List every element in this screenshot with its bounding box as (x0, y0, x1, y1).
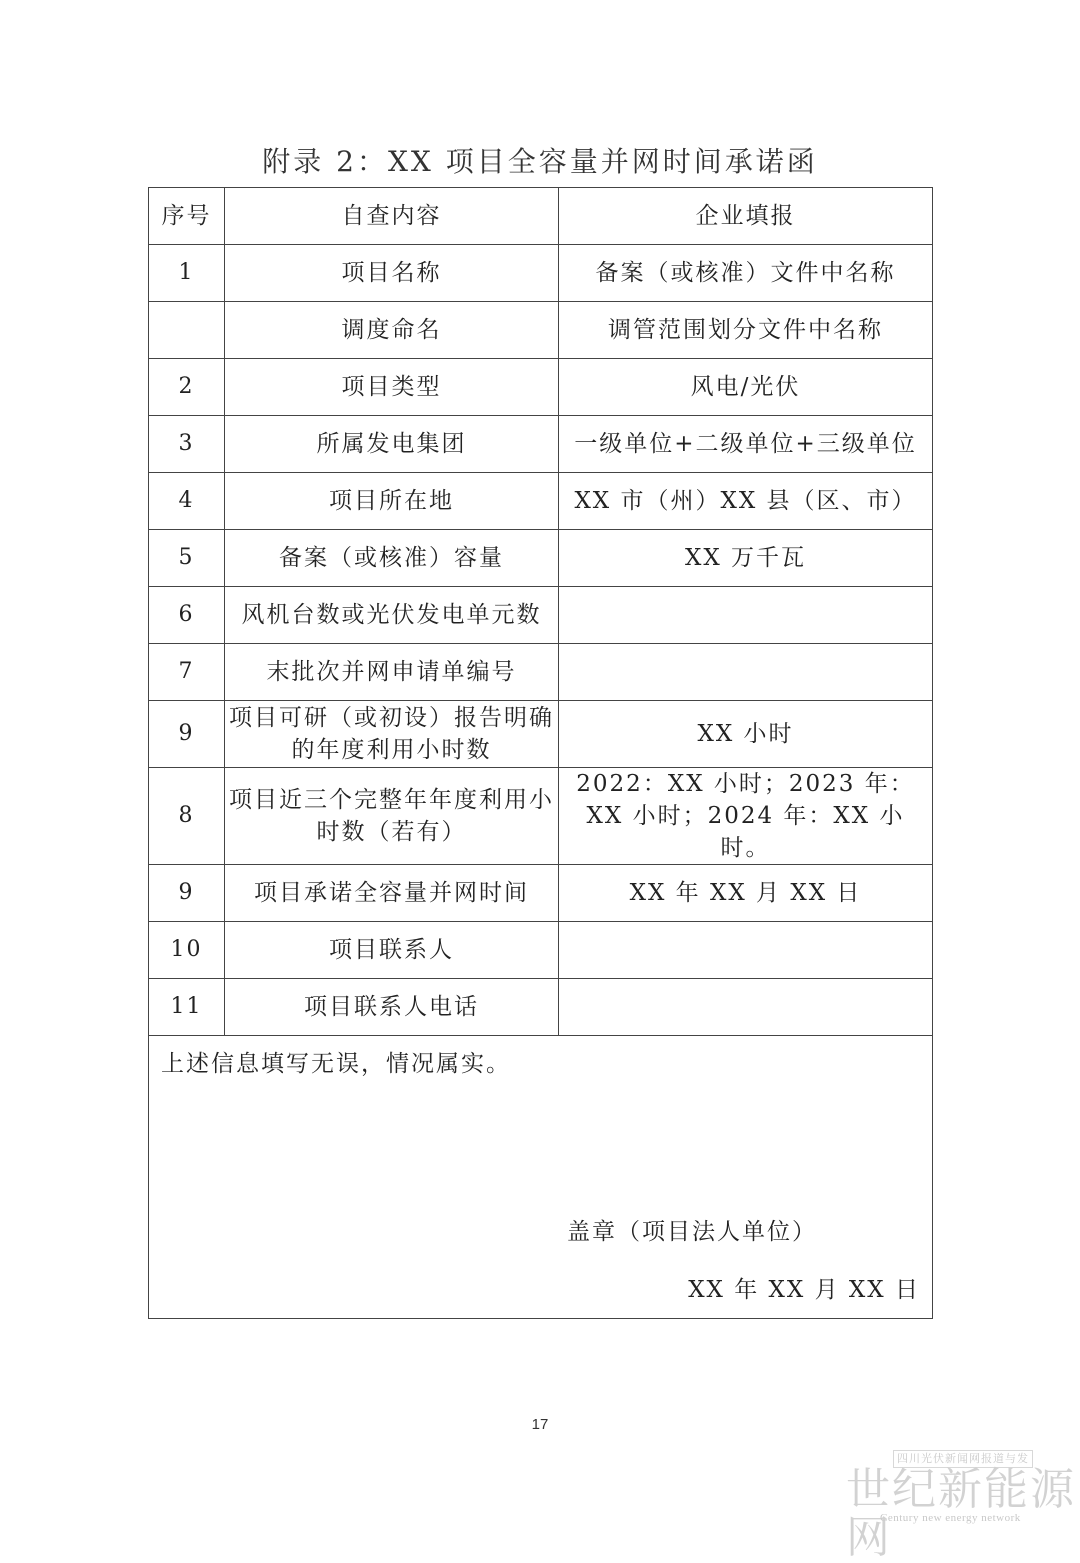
declaration-text: 上述信息填写无误，情况属实。 (161, 1051, 511, 1077)
table-row (149, 359, 933, 416)
table-row (149, 530, 933, 587)
row-value (559, 587, 933, 644)
row-no: 8 (149, 768, 225, 865)
table-row (149, 979, 933, 1036)
row-item: 备案（或核准）容量 (225, 530, 559, 587)
row-no: 2 (149, 359, 225, 416)
table-row (149, 245, 933, 302)
row-no: 10 (149, 922, 225, 979)
table-row (149, 302, 933, 359)
table-row (149, 865, 933, 922)
row-value: 风电/光伏 (559, 359, 933, 416)
row-value: 调管范围划分文件中名称 (559, 302, 933, 359)
row-item: 项目联系人电话 (225, 979, 559, 1036)
table-row (149, 922, 933, 979)
row-no: 5 (149, 530, 225, 587)
row-item: 调度命名 (225, 302, 559, 359)
row-value (559, 644, 933, 701)
row-item: 末批次并网申请单编号 (225, 644, 559, 701)
row-no: 7 (149, 644, 225, 701)
row-no: 9 (149, 865, 225, 922)
table-row (149, 644, 933, 701)
row-value (559, 979, 933, 1036)
page-number: 17 (531, 1416, 549, 1433)
row-no: 4 (149, 473, 225, 530)
row-item: 项目所在地 (225, 473, 559, 530)
row-item: 风机台数或光伏发电单元数 (225, 587, 559, 644)
row-value: 备案（或核准）文件中名称 (559, 245, 933, 302)
table-row (149, 587, 933, 644)
header-value: 企业填报 (559, 188, 933, 245)
row-item: 所属发电集团 (225, 416, 559, 473)
row-item: 项目联系人 (225, 922, 559, 979)
header-no: 序号 (149, 188, 225, 245)
watermark-logo: 世纪新能源网 (846, 1464, 1076, 1563)
header-item: 自查内容 (225, 188, 559, 245)
table-row (149, 701, 933, 768)
row-no: 6 (149, 587, 225, 644)
signature-date: XX 年 XX 月 XX 日 (688, 1277, 920, 1303)
row-item: 项目近三个完整年年度利用小时数（若有） (225, 768, 559, 865)
row-no: 11 (149, 979, 225, 1036)
row-value: XX 小时 (559, 701, 933, 768)
document-title: 附录 2：XX 项目全容量并网时间承诺函 (262, 145, 818, 178)
table-row (149, 473, 933, 530)
table-row (149, 416, 933, 473)
row-item: 项目名称 (225, 245, 559, 302)
row-no (149, 302, 225, 359)
row-no: 3 (149, 416, 225, 473)
table-row (149, 768, 933, 865)
row-value (559, 922, 933, 979)
row-value: 一级单位+二级单位+三级单位 (559, 416, 933, 473)
row-value: XX 市（州）XX 县（区、市） (559, 473, 933, 530)
watermark-caption: 四川光伏新闻网报道与发 (893, 1450, 1033, 1468)
row-value: XX 年 XX 月 XX 日 (559, 865, 933, 922)
watermark-english: Century new energy network (880, 1512, 1021, 1524)
row-value: 2022：XX 小时；2023 年：XX 小时；2024 年：XX 小时。 (559, 768, 933, 865)
seal-label: 盖章（项目法人单位） (567, 1219, 817, 1245)
row-item: 项目类型 (225, 359, 559, 416)
table-header-row (149, 188, 933, 245)
row-no: 1 (149, 245, 225, 302)
declaration-cell (149, 1036, 933, 1319)
declaration-row (149, 1036, 933, 1319)
row-item: 项目可研（或初设）报告明确的年度利用小时数 (225, 701, 559, 768)
row-value: XX 万千瓦 (559, 530, 933, 587)
commitment-table (148, 187, 933, 1319)
row-no: 9 (149, 701, 225, 768)
row-item: 项目承诺全容量并网时间 (225, 865, 559, 922)
